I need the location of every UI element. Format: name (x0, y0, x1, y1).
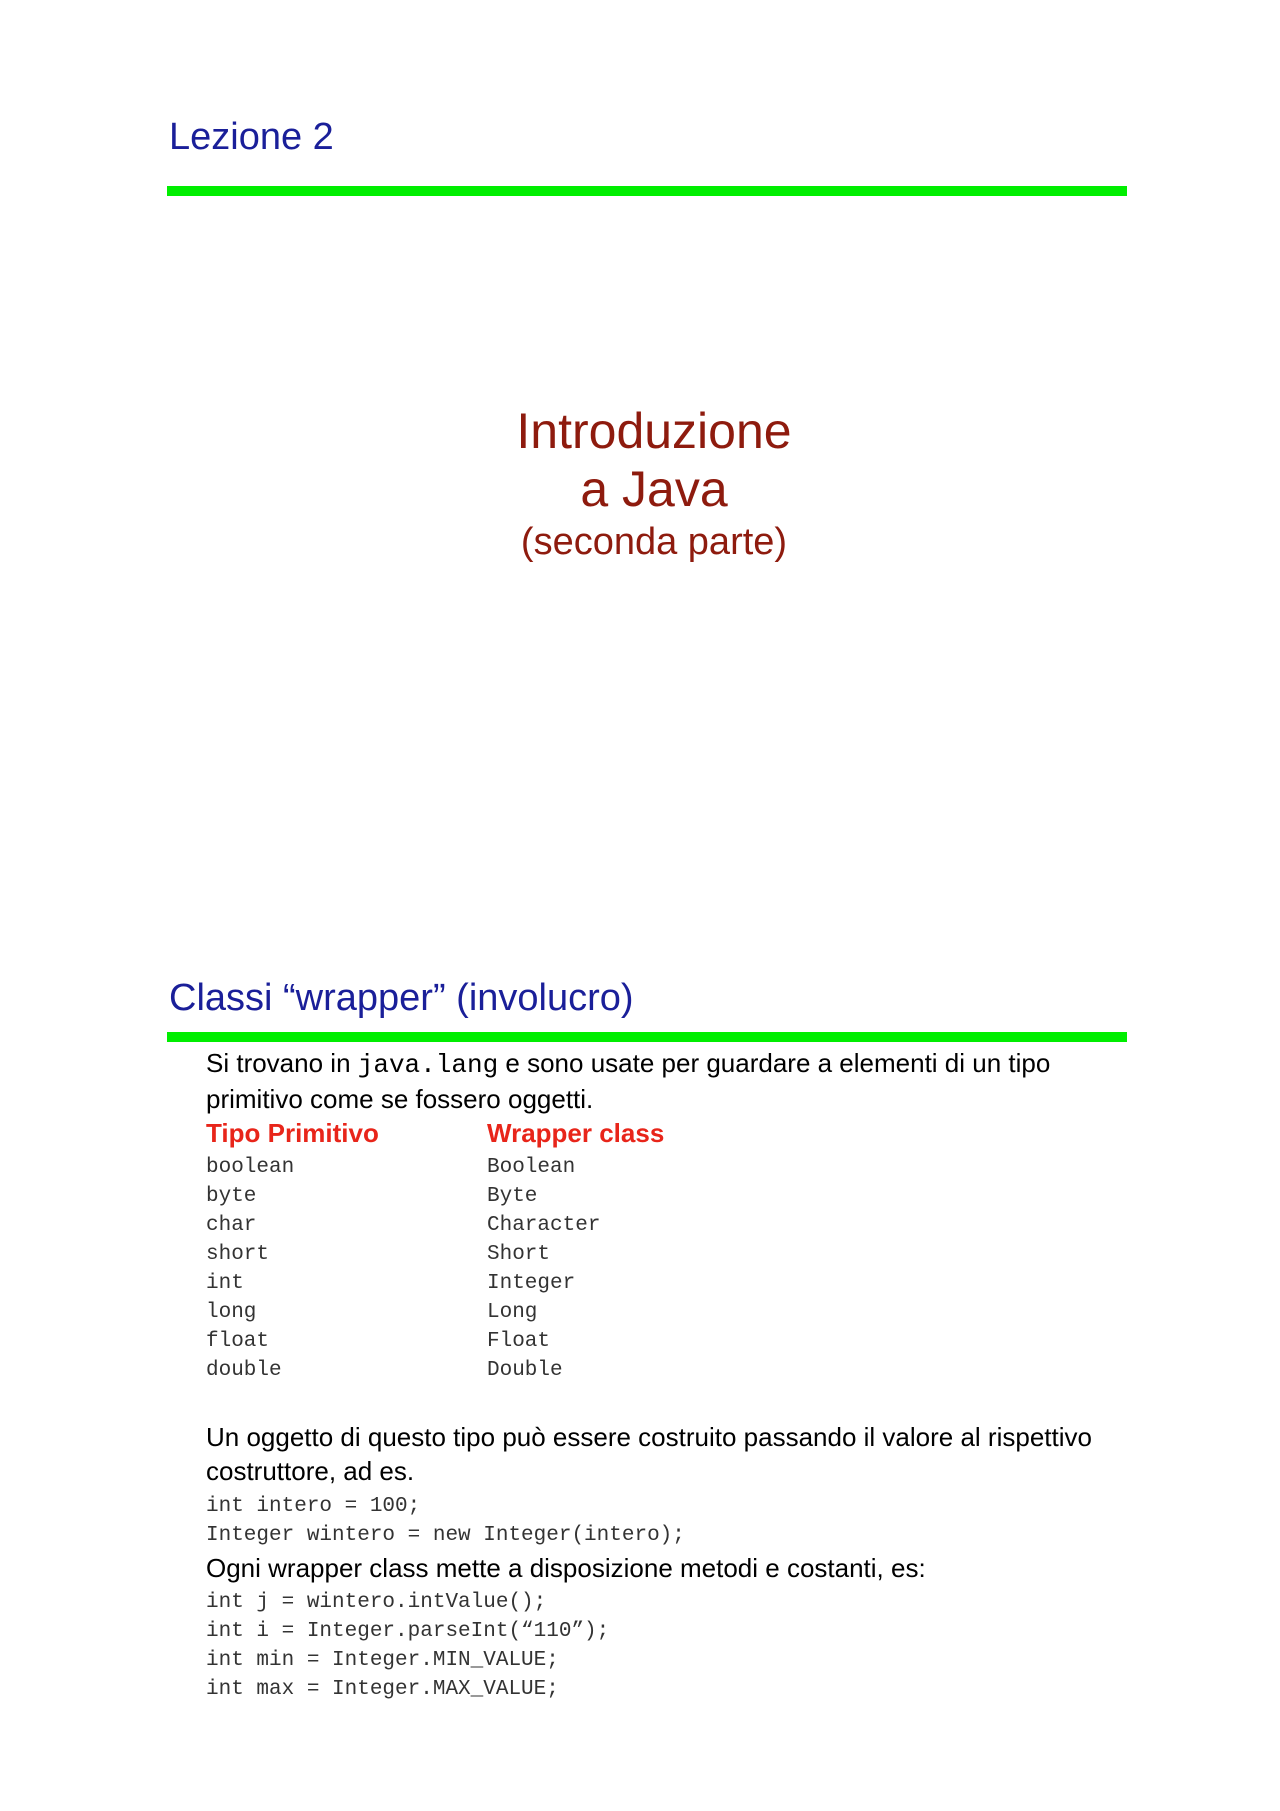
type-table (206, 1156, 906, 1388)
primitive-cell: float (206, 1330, 270, 1353)
inline-code: java.lang (357, 1050, 499, 1080)
code-line: int j = wintero.intValue(); (206, 1591, 547, 1614)
primitive-cell: short (206, 1243, 270, 1266)
subtitle: (seconda parte) (520, 521, 788, 563)
col-header-primitive: Tipo Primitivo (206, 1118, 379, 1148)
wrapper-cell: Long (487, 1301, 538, 1324)
intro-text-after: e sono usate per guardare a elementi di un tipo primitivo come se fossero oggetti. (206, 1048, 1051, 1114)
table-row (206, 1185, 906, 1214)
wrapper-cell: Byte (487, 1185, 538, 1208)
main-title-line1: Introduzione (516, 403, 792, 459)
table-header-row (206, 1118, 906, 1152)
section-header: Classi “wrapper” (involucro) (169, 977, 634, 1019)
primitive-cell: double (206, 1359, 282, 1382)
header-divider (167, 186, 1127, 196)
code-line: Integer wintero = new Integer(intero); (206, 1524, 685, 1547)
title-block (0, 402, 1280, 566)
code-line: int i = Integer.parseInt(“110”); (206, 1620, 610, 1643)
code-example-constructor (206, 1492, 685, 1550)
table-row (206, 1301, 906, 1330)
code-line: int intero = 100; (206, 1495, 421, 1518)
wrapper-cell: Float (487, 1330, 551, 1353)
main-title-line2: a Java (580, 461, 728, 517)
wrapper-cell: Short (487, 1243, 551, 1266)
table-row (206, 1330, 906, 1359)
primitive-cell: byte (206, 1185, 257, 1208)
code-line: int min = Integer.MIN_VALUE; (206, 1649, 559, 1672)
table-row (206, 1243, 906, 1272)
table-row (206, 1359, 906, 1388)
methods-paragraph: Ogni wrapper class mette a disposizione metodi e costanti, es: (206, 1553, 926, 1583)
code-example-methods (206, 1588, 609, 1704)
primitive-cell: long (206, 1301, 257, 1324)
wrapper-cell: Integer (487, 1272, 576, 1295)
slide-wrapper-classes (0, 960, 1280, 1811)
intro-text-before: Si trovano in (206, 1048, 358, 1078)
table-row (206, 1272, 906, 1301)
intro-paragraph (206, 1046, 1106, 1116)
wrapper-cell: Character (487, 1214, 601, 1237)
wrapper-cell: Double (487, 1359, 563, 1382)
header-divider (167, 1032, 1127, 1042)
wrapper-cell: Boolean (487, 1156, 576, 1179)
table-row (206, 1156, 906, 1185)
col-header-wrapper: Wrapper class (487, 1118, 665, 1148)
primitive-cell: int (206, 1272, 244, 1295)
primitive-cell: char (206, 1214, 257, 1237)
constructor-paragraph: Un oggetto di questo tipo può essere costruito passando il valore al rispettivo costruttore, ad es. (206, 1422, 1092, 1486)
table-row (206, 1214, 906, 1243)
primitive-cell: boolean (206, 1156, 295, 1179)
code-line: int max = Integer.MAX_VALUE; (206, 1678, 559, 1701)
lesson-header: Lezione 2 (169, 116, 334, 158)
